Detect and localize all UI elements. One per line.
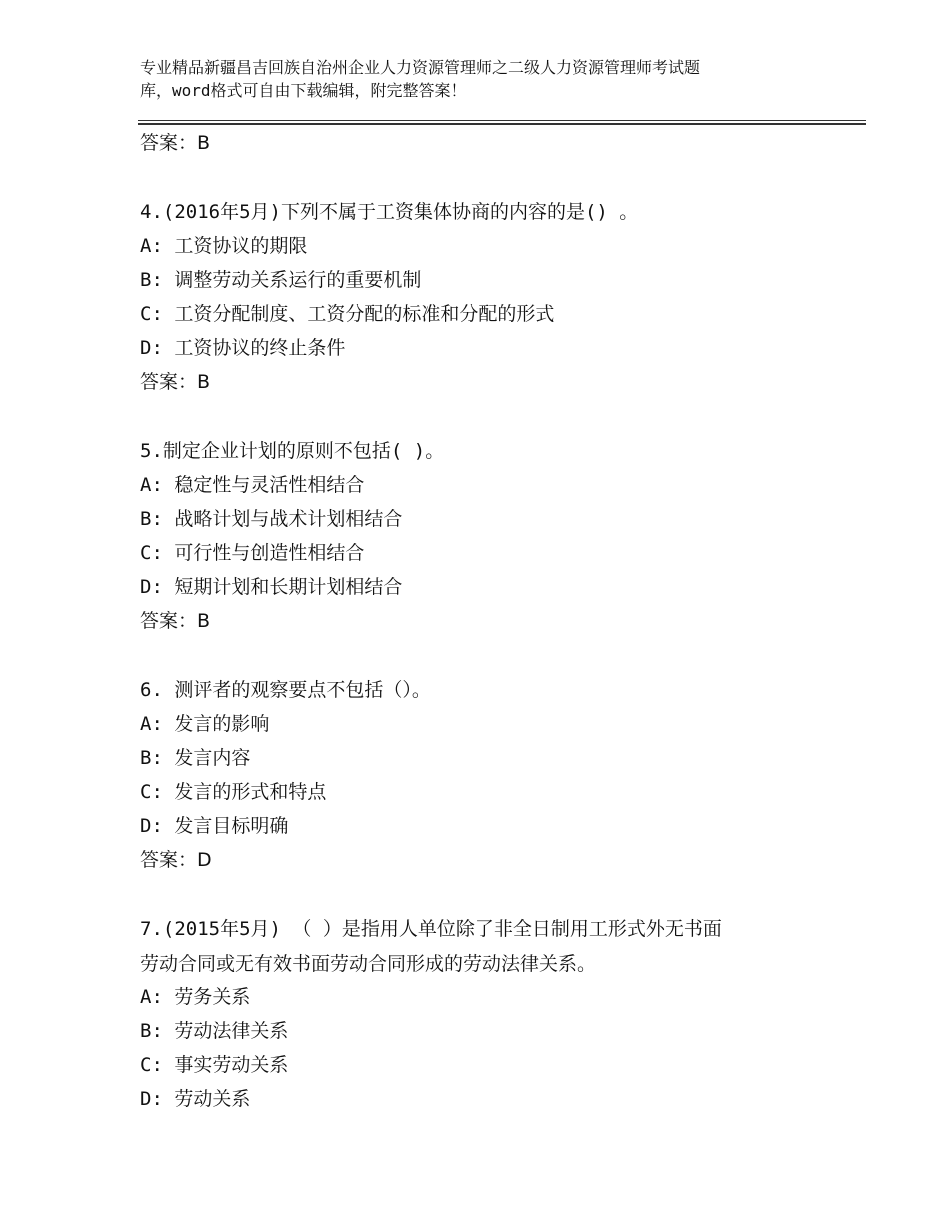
question-5-option-b: B: 战略计划与战术计划相结合 [140, 508, 403, 530]
header-line-2: 库，word格式可自由下载编辑，附完整答案！ [140, 81, 467, 100]
previous-question-answer: 答案：B [140, 132, 211, 154]
question-6-option-d: D: 发言目标明确 [140, 815, 289, 837]
question-7-option-c: C: 事实劳动关系 [140, 1054, 289, 1076]
question-5-option-d: D: 短期计划和长期计划相结合 [140, 576, 403, 598]
question-7-option-b: B: 劳动法律关系 [140, 1020, 289, 1042]
question-5-stem: 5.制定企业计划的原则不包括( )。 [140, 440, 445, 462]
question-5-option-c: C: 可行性与创造性相结合 [140, 542, 365, 564]
question-7-stem-line-2: 劳动合同或无有效书面劳动合同形成的劳动法律关系。 [140, 953, 597, 975]
question-7-option-a: A: 劳务关系 [140, 986, 251, 1008]
question-4-option-a: A: 工资协议的期限 [140, 235, 308, 257]
question-5-answer: 答案：B [140, 610, 211, 632]
question-5-option-a: A: 稳定性与灵活性相结合 [140, 474, 365, 496]
question-4-stem: 4.(2016年5月)下列不属于工资集体协商的内容的是() 。 [140, 201, 639, 223]
document-header [140, 56, 840, 102]
header-divider-thick [138, 123, 866, 125]
question-7-stem-line-1: 7.(2015年5月) （ ）是指用人单位除了非全日制用工形式外无书面 [140, 918, 722, 940]
question-7-option-d: D: 劳动关系 [140, 1088, 251, 1110]
question-4-option-c: C: 工资分配制度、工资分配的标准和分配的形式 [140, 303, 555, 325]
header-line-1: 专业精品新疆昌吉回族自治州企业人力资源管理师之二级人力资源管理师考试题 [140, 58, 701, 77]
header-divider [138, 120, 866, 121]
question-6-stem: 6. 测评者的观察要点不包括（）。 [140, 679, 431, 701]
question-6-option-c: C: 发言的形式和特点 [140, 781, 327, 803]
question-4-answer: 答案：B [140, 371, 211, 393]
question-4-option-d: D: 工资协议的终止条件 [140, 337, 346, 359]
question-6-answer: 答案：D [140, 849, 212, 871]
question-4-option-b: B: 调整劳动关系运行的重要机制 [140, 269, 422, 291]
question-6-option-a: A: 发言的影响 [140, 713, 270, 735]
question-6-option-b: B: 发言内容 [140, 747, 251, 769]
